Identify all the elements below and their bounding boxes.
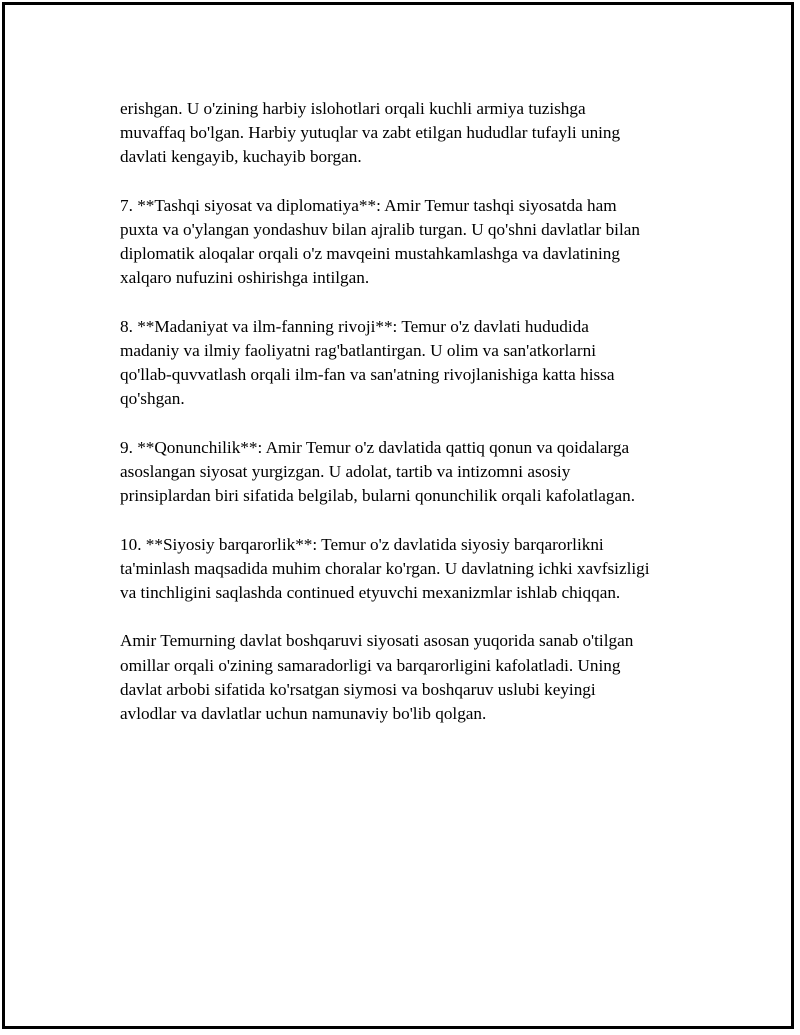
paragraph-political-stability: 10. **Siyosiy barqarorlik**: Temur o'z davlatida siyosiy barqarorlikni ta'minlash maqsadida muhim choralar ko'rgan. U davlatning ichki xavfsizligi va tinchligini saqlashda continued etyuvchi mexanizmlar ishlab chiqqan.: [120, 534, 650, 602]
paragraph-continuation: erishgan. U o'zining harbiy islohotlari orqali kuchli armiya tuzishga muvaffaq bo'lgan. Harbiy yutuqlar va zabt etilgan hududlar tufayli uning davlati kengayib, kuchayib borgan.: [120, 99, 621, 167]
paragraph-foreign-policy: 7. **Tashqi siyosat va diplomatiya**: Amir Temur tashqi siyosatda ham puxta va o'ylangan yondashuv bilan ajralib turgan. U qo'shni davlatlar bilan diplomatik aloqalar orqali o'z mavqeini mustahkamlashga va davlatining xalqaro nufuzini oshirishga intilgan.: [120, 195, 640, 288]
document-page: [2, 2, 794, 1029]
paragraph-conclusion: Amir Temurning davlat boshqaruvi siyosati asosan yuqorida sanab o'tilgan omillar orqali o'zining samaradorligi va barqarorligini kafolatladi. Uning davlat arbobi sifatida ko'rsatgan siymosi va boshqaruv uslubi keyingi avlodlar va davlatlar uchun namunaviy bo'lib qolgan.: [120, 631, 634, 723]
paragraph-legislation: 9. **Qonunchilik**: Amir Temur o'z davlatida qattiq qonun va qoidalarga asoslangan siyosat yurgizgan. U adolat, tartib va intizomni asosiy prinsiplardan biri sifatida belgilab, bularni qonunchilik orqali kafolatlagan.: [120, 437, 636, 506]
document-body: [120, 97, 700, 750]
paragraph-culture-science: 8. **Madaniyat va ilm-fanning rivoji**: Temur o'z davlati hududida madaniy va ilmiy faoliyatni rag'batlantirgan. U olim va san'atkorlarni qo'llab-quvvatlash orqali ilm-fan va san'atning rivojlanishiga katta hissa qo'shgan.: [120, 316, 615, 409]
